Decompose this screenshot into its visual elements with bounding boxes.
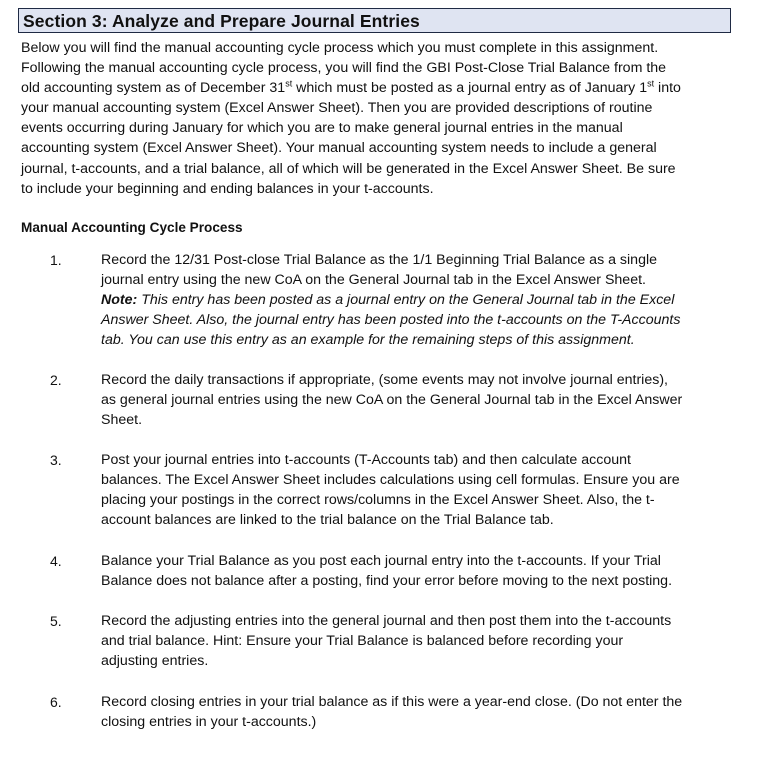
step-number: 3. [50, 452, 62, 468]
step-note [101, 290, 741, 310]
intro-line [21, 78, 733, 98]
step-number: 1. [50, 252, 62, 268]
step-number: 6. [50, 694, 62, 710]
step-body [101, 692, 741, 732]
step-note: tab. You can use this entry as an example for the remaining steps of this assignment. [101, 332, 635, 349]
step-number: 4. [50, 553, 62, 569]
step-line: Record the 12/31 Post-close Trial Balance as the 1/1 Beginning Trial Balance as a single [101, 252, 658, 268]
section-title: Section 3: Analyze and Prepare Journal Entries [23, 11, 420, 31]
note-text: This entry has been posted as a journal entry on the General Journal tab in the Excel [137, 292, 675, 309]
intro-line: events occurring during January for which you are to make general journal entries in the manual [21, 120, 623, 137]
step-line: as general journal entries using the new CoA on the General Journal tab in the Excel Answer [101, 392, 683, 409]
step-number: 5. [50, 613, 62, 629]
step-line: balances. The Excel Answer Sheet includes calculations using cell formulas. Ensure you are [101, 472, 680, 489]
step-line: Record the daily transactions if appropriate, (some events may not involve journal entries), [101, 372, 668, 388]
step-line: adjusting entries. [101, 653, 209, 670]
step-line: account balances are linked to the trial balance on the Trial Balance tab. [101, 512, 554, 529]
step-body [101, 611, 741, 671]
intro-line: journal, t-accounts, and a trial balance, all of which will be generated in the Excel Answer Sheet. Be sure [21, 160, 676, 177]
ordinal-suffix: st [285, 78, 293, 89]
step-line: placing your postings in the correct rows/columns in the Excel Answer Sheet. Also, the t- [101, 492, 655, 509]
cycle-heading: Manual Accounting Cycle Process [21, 220, 243, 235]
step-body [101, 370, 741, 430]
intro-text: which must be posted as a journal entry as of January 1 [292, 80, 648, 97]
step-number: 2. [50, 372, 62, 388]
step-body [101, 250, 741, 350]
step-line: Sheet. [101, 412, 143, 429]
note-label: Note: [101, 292, 138, 309]
intro-line: Following the manual accounting cycle process, you will find the GBI Post-Close Trial Balance from the [21, 60, 667, 77]
step-line: closing entries in your t-accounts.) [101, 714, 317, 731]
intro-line: Below you will find the manual accounting cycle process which you must complete in this assignment. [21, 40, 659, 56]
step-line: and trial balance. Hint: Ensure your Trial Balance is balanced before recording your [101, 633, 624, 650]
intro-text: into [654, 80, 681, 97]
intro-line: your manual accounting system (Excel Answer Sheet). Then you are provided descriptions of routine [21, 100, 653, 117]
section-header [18, 8, 731, 33]
intro-line: accounting system (Excel Answer Sheet). Your manual accounting system needs to include a general [21, 140, 657, 157]
step-line: journal entry using the new CoA on the General Journal tab in the Excel Answer Sheet. [101, 272, 646, 289]
step-body [101, 551, 741, 591]
intro-text: old accounting system as of December 31 [21, 80, 286, 97]
intro-paragraph [21, 38, 733, 199]
step-line: Balance does not balance after a posting, find your error before moving to the next posting. [101, 573, 673, 590]
step-line: Record closing entries in your trial balance as if this were a year-end close. (Do not enter the [101, 694, 683, 710]
ordinal-suffix: st [647, 78, 655, 89]
step-note: Answer Sheet. Also, the journal entry has been posted into the t-accounts on the T-Accounts [101, 312, 681, 329]
step-line: Balance your Trial Balance as you post each journal entry into the t-accounts. If your Trial [101, 553, 661, 569]
intro-line: to include your beginning and ending balances in your t-accounts. [21, 180, 434, 197]
step-line: Record the adjusting entries into the general journal and then post them into the t-accounts [101, 613, 672, 629]
step-line: Post your journal entries into t-accounts (T-Accounts tab) and then calculate account [101, 452, 631, 468]
step-body [101, 450, 741, 530]
